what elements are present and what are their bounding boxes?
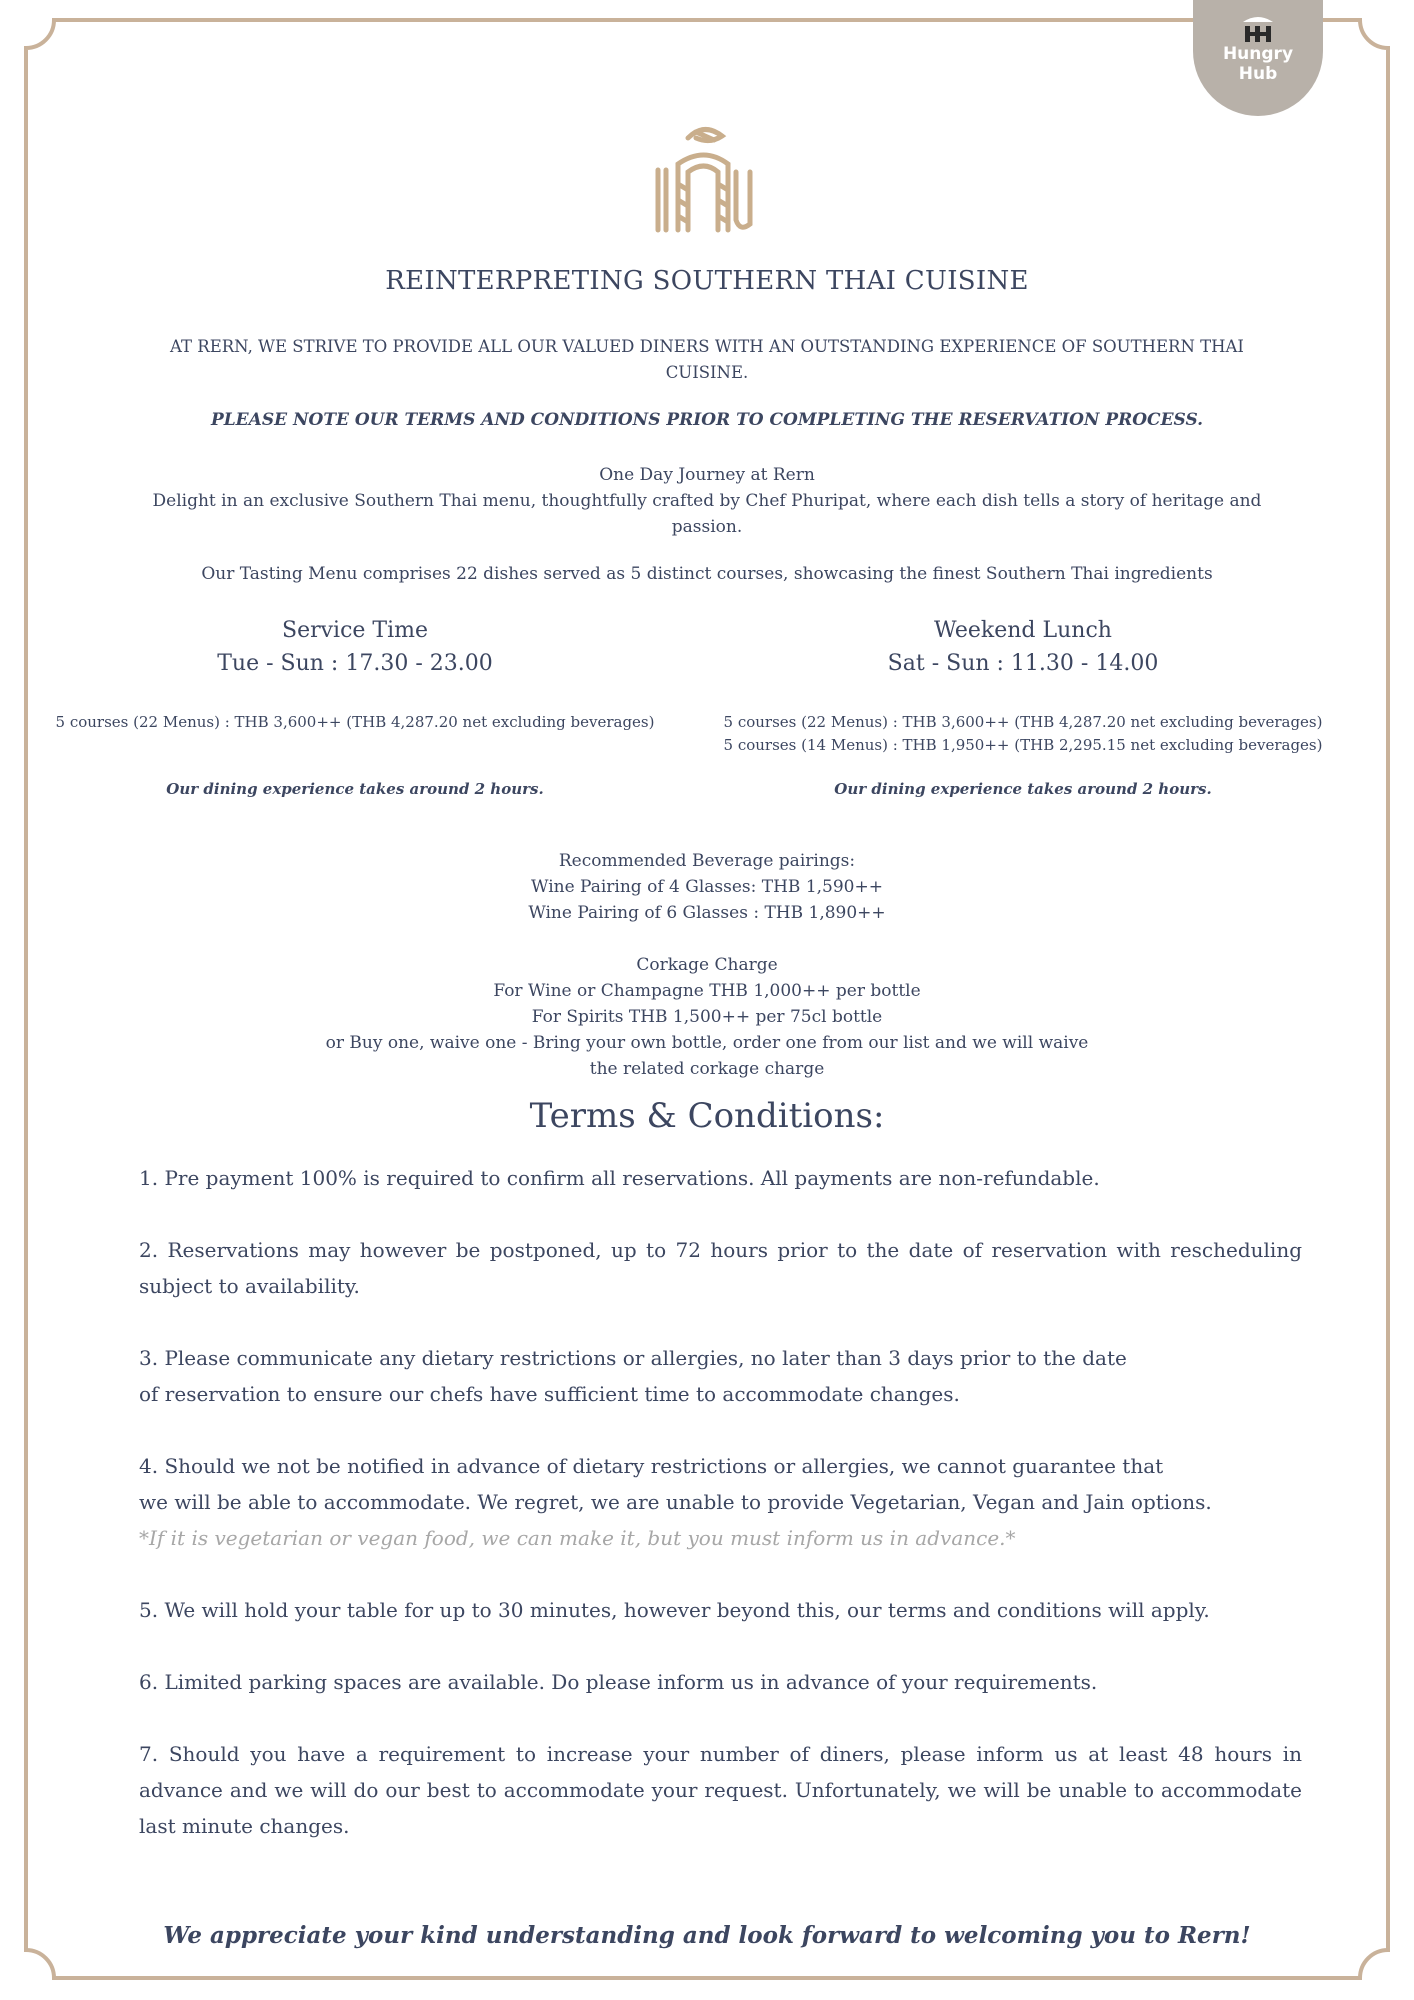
- service-price: 5 courses (22 Menus) : THB 3,600++ (THB 4,287.20 net excluding beverages): [55, 713, 655, 731]
- tasting-menu-text: Our Tasting Menu comprises 22 dishes served as 5 distinct courses, showcasing the finest Southern Thai ingredients: [201, 564, 1213, 584]
- journey-title: One Day Journey at Rern: [599, 465, 815, 485]
- term-6: 6. Limited parking spaces are available. Do please inform us in advance of your requirements.: [139, 1670, 1098, 1694]
- intro-text: AT RERN, WE STRIVE TO PROVIDE ALL OUR VALUED DINERS WITH AN OUTSTANDING EXPERIENCE OF SOUTHERN THAI CUISINE.: [170, 337, 1244, 382]
- terms-list: [139, 1160, 1302, 1880]
- term-3-line-1: 3. Please communicate any dietary restrictions or allergies, no later than 3 days prior to the date: [139, 1346, 1127, 1370]
- wine-pairing-4: Wine Pairing of 4 Glasses: THB 1,590++: [531, 877, 883, 897]
- hungry-hub-logo-icon: [1237, 14, 1279, 44]
- corkage-buy-one: or Buy one, waive one - Bring your own bottle, order one from our list and we will waive the related corkage charge: [325, 1033, 1089, 1079]
- weekend-price-14: 5 courses (14 Menus) : THB 1,950++ (THB 2,295.15 net excluding beverages): [723, 736, 1323, 754]
- service-time-hours: Tue - Sun : 17.30 - 23.00: [217, 651, 493, 676]
- corkage-title: Corkage Charge: [636, 955, 778, 975]
- term-1: 1. Pre payment 100% is required to confirm all reservations. All payments are non-refundable.: [139, 1166, 1100, 1190]
- rern-logo-icon: [652, 124, 756, 236]
- badge-text-line2: Hub: [1238, 64, 1278, 84]
- closing-message: We appreciate your kind understanding and look forward to welcoming you to Rern!: [163, 1922, 1251, 1949]
- journey-description: Delight in an exclusive Southern Thai menu, thoughtfully crafted by Chef Phuripat, where each dish tells a story of heritage and passion.: [152, 491, 1262, 537]
- service-experience-note: Our dining experience takes around 2 hours.: [166, 780, 544, 798]
- term-5: 5. We will hold your table for up to 30 minutes, however beyond this, our terms and conditions will apply.: [139, 1598, 1210, 1622]
- corkage-charge: [0, 952, 1414, 1030]
- terms-note: PLEASE NOTE OUR TERMS AND CONDITIONS PRIOR TO COMPLETING THE RESERVATION PROCESS.: [210, 410, 1204, 430]
- weekend-lunch-title: Weekend Lunch: [934, 618, 1112, 643]
- corkage-wine: For Wine or Champagne THB 1,000++ per bottle: [493, 981, 921, 1001]
- term-4-note: *If it is vegetarian or vegan food, we can make it, but you must inform us in advance.*: [139, 1526, 1016, 1550]
- term-2: 2. Reservations may however be postponed, up to 72 hours prior to the date of reservation with rescheduling subject to availability.: [139, 1238, 1302, 1298]
- service-time-title: Service Time: [282, 618, 428, 643]
- wine-pairing-6: Wine Pairing of 6 Glasses : THB 1,890++: [528, 903, 886, 923]
- beverage-title: Recommended Beverage pairings:: [558, 851, 856, 871]
- term-3: [139, 1340, 1302, 1412]
- beverage-pairings: [0, 848, 1414, 926]
- term-4-line-1: 4. Should we not be notified in advance of dietary restrictions or allergies, we cannot guarantee that: [139, 1454, 1164, 1478]
- weekend-price-22: 5 courses (22 Menus) : THB 3,600++ (THB 4,287.20 net excluding beverages): [723, 713, 1323, 731]
- term-7: 7. Should you have a requirement to increase your number of diners, please inform us at least 48 hours in advance and we will do our best to accommodate your request. Unfortunately, we will be unable to accommodate last minute changes.: [139, 1742, 1302, 1838]
- term-3-line-2: of reservation to ensure our chefs have sufficient time to accommodate changes.: [139, 1382, 960, 1406]
- page-heading: REINTERPRETING SOUTHERN THAI CUISINE: [385, 266, 1029, 296]
- term-4-line-2: we will be able to accommodate. We regret, we are unable to provide Vegetarian, Vegan and Jain options.: [139, 1490, 1212, 1514]
- weekend-experience-note: Our dining experience takes around 2 hours.: [834, 780, 1212, 798]
- badge-text-line1: Hungry: [1222, 44, 1294, 64]
- term-4: [139, 1448, 1302, 1556]
- corkage-spirits: For Spirits THB 1,500++ per 75cl bottle: [531, 1007, 883, 1027]
- weekend-lunch-hours: Sat - Sun : 11.30 - 14.00: [887, 651, 1159, 676]
- weekend-prices: [708, 711, 1338, 757]
- terms-title: Terms & Conditions:: [529, 1096, 885, 1136]
